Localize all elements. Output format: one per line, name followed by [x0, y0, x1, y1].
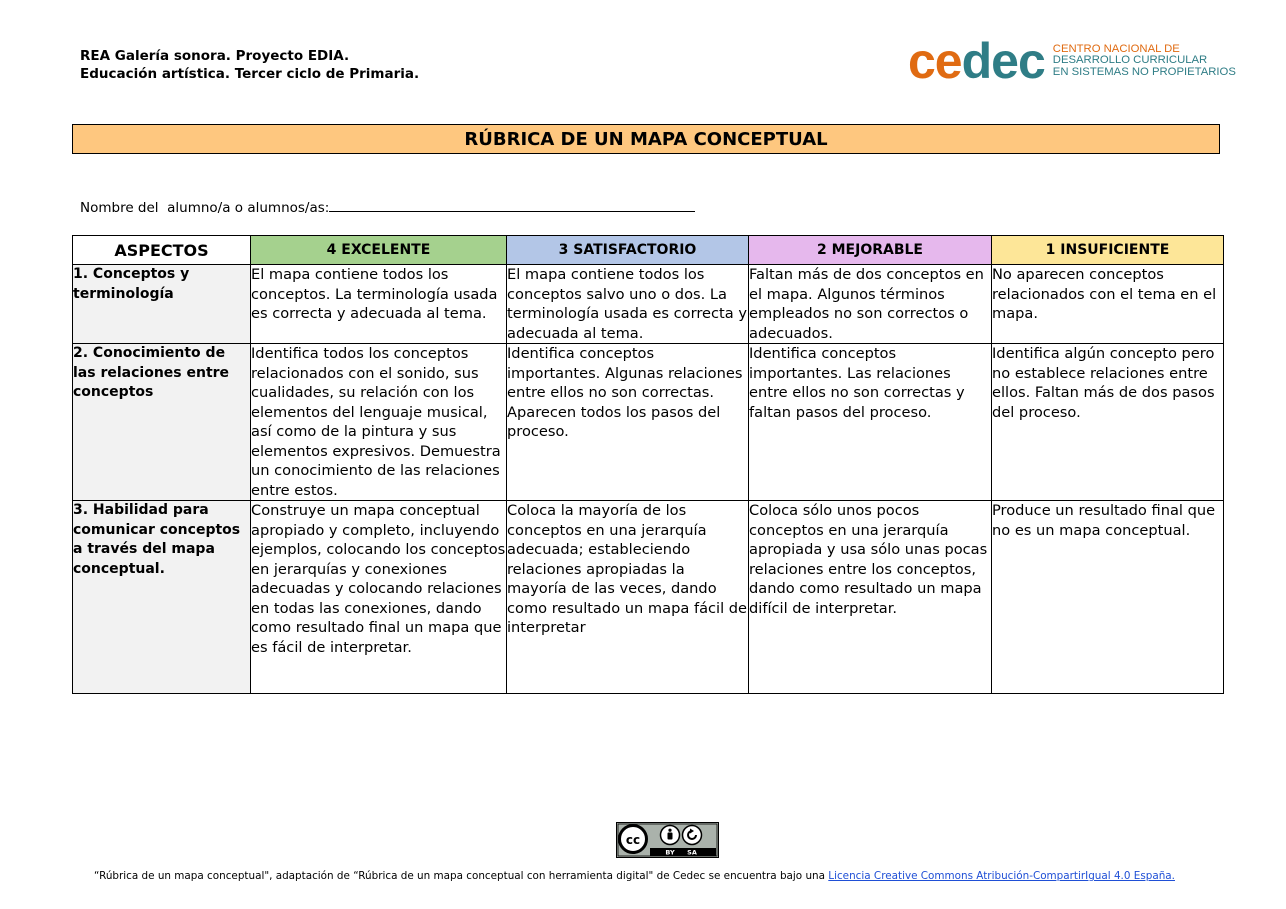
logo-subtitle-line-1: CENTRO NACIONAL DE: [1052, 42, 1180, 55]
criterion-cell: Identifica todos los conceptos relacionados con el sonido, sus cualidades, su relación con los elementos del lenguaje musical, así como de la pintura y sus elementos expresivos. Demuestra un conocimiento de las relaciones entre estos.: [251, 344, 507, 501]
criterion-cell: Identifica algún concepto pero no establece relaciones entre ellos. Faltan más de dos pasos del proceso.: [992, 344, 1224, 501]
header-line-1: REA Galería sonora. Proyecto EDIA.: [80, 48, 350, 64]
header-level-2: 2 MEJORABLE: [749, 236, 992, 265]
criterion-cell: Coloca sólo unos pocos conceptos en una jerarquía apropiada y usa sólo unas pocas relaciones entre los conceptos, dando como resultado un mapa difícil de interpretar.: [749, 501, 992, 694]
rubric-header-row: [73, 236, 1224, 265]
table-row: [73, 265, 1224, 344]
logo-subtitle-line-3: EN SISTEMAS NO PROPIETARIOS: [1052, 65, 1236, 78]
student-name-label: Nombre del alumno/a o alumnos/as:: [80, 200, 330, 216]
footer-attribution-text: “Rúbrica de un mapa conceptual", adaptación de “Rúbrica de un mapa conceptual con herramienta digital" de Cedec se encuentra bajo una: [94, 870, 829, 882]
header-level-3: 3 SATISFACTORIO: [507, 236, 749, 265]
cc-by-sa-license-badge[interactable]: [616, 822, 719, 858]
logo-subtitle-line-2: DESARROLLO CURRICULAR: [1052, 54, 1208, 67]
criterion-cell: No aparecen conceptos relacionados con el tema en el mapa.: [992, 265, 1224, 344]
attribution-icon: [661, 826, 680, 845]
aspect-cell: 1. Conceptos y terminología: [73, 265, 251, 344]
header-line-2: Educación artística. Tercer ciclo de Primaria.: [80, 66, 420, 82]
logo-wordmark-ce: ce: [908, 33, 962, 89]
table-row: [73, 344, 1224, 501]
cc-label: cc: [625, 833, 641, 847]
share-alike-icon: [683, 826, 702, 845]
document-header: [80, 47, 419, 83]
criterion-cell: El mapa contiene todos los conceptos salvo uno o dos. La terminología usada es correcta y adecuada al tema.: [507, 266, 747, 342]
criterion-cell: Identifica conceptos importantes. Algunas relaciones entre ellos no son correctas. Aparecen todos los pasos del proceso.: [507, 344, 749, 501]
criterion-cell: Faltan más de dos conceptos en el mapa. Algunos términos empleados no son correctos o adecuados.: [749, 265, 992, 344]
header-level-1: 1 INSUFICIENTE: [992, 236, 1224, 265]
student-name-line: [80, 197, 695, 216]
criterion-cell: Coloca la mayoría de los conceptos en una jerarquía adecuada; estableciendo relaciones apropiadas la mayoría de las veces, dando como resultado un mapa fácil de interpretar: [507, 501, 749, 694]
table-row: [73, 501, 1224, 694]
criterion-cell: Identifica conceptos importantes. Las relaciones entre ellos no son correctas y faltan pasos del proceso.: [749, 344, 992, 501]
criterion-cell: Construye un mapa conceptual apropiado y completo, incluyendo ejemplos, colocando los conceptos en jerarquías y conexiones adecuadas y colocando relaciones en todas las conexiones, dando como resultado final un mapa que es fácil de interpretar.: [251, 501, 507, 694]
header-aspectos: ASPECTOS: [73, 236, 251, 265]
sa-label: SA: [687, 848, 697, 857]
page-title: RÚBRICA DE UN MAPA CONCEPTUAL: [72, 124, 1220, 154]
logo-wordmark: [908, 33, 1045, 89]
cedec-logo: [908, 33, 1236, 89]
header-level-4: 4 EXCELENTE: [251, 236, 507, 265]
license-footer: [94, 870, 1175, 882]
logo-wordmark-dec: dec: [961, 33, 1045, 89]
aspect-cell: 2. Conocimiento de las relaciones entre conceptos: [73, 344, 251, 501]
license-link[interactable]: Licencia Creative Commons Atribución-CompartirIgual 4.0 España.: [828, 870, 1175, 882]
rubric-table: [72, 235, 1224, 694]
criterion-cell: El mapa contiene todos los conceptos. La terminología usada es correcta y adecuada al tema.: [251, 265, 507, 344]
logo-subtitle: [1053, 44, 1236, 79]
student-name-blank: [329, 197, 695, 212]
criterion-cell: Produce un resultado final que no es un mapa conceptual.: [992, 501, 1224, 694]
by-label: BY: [665, 848, 675, 857]
aspect-cell: 3. Habilidad para comunicar conceptos a través del mapa conceptual.: [73, 501, 251, 694]
